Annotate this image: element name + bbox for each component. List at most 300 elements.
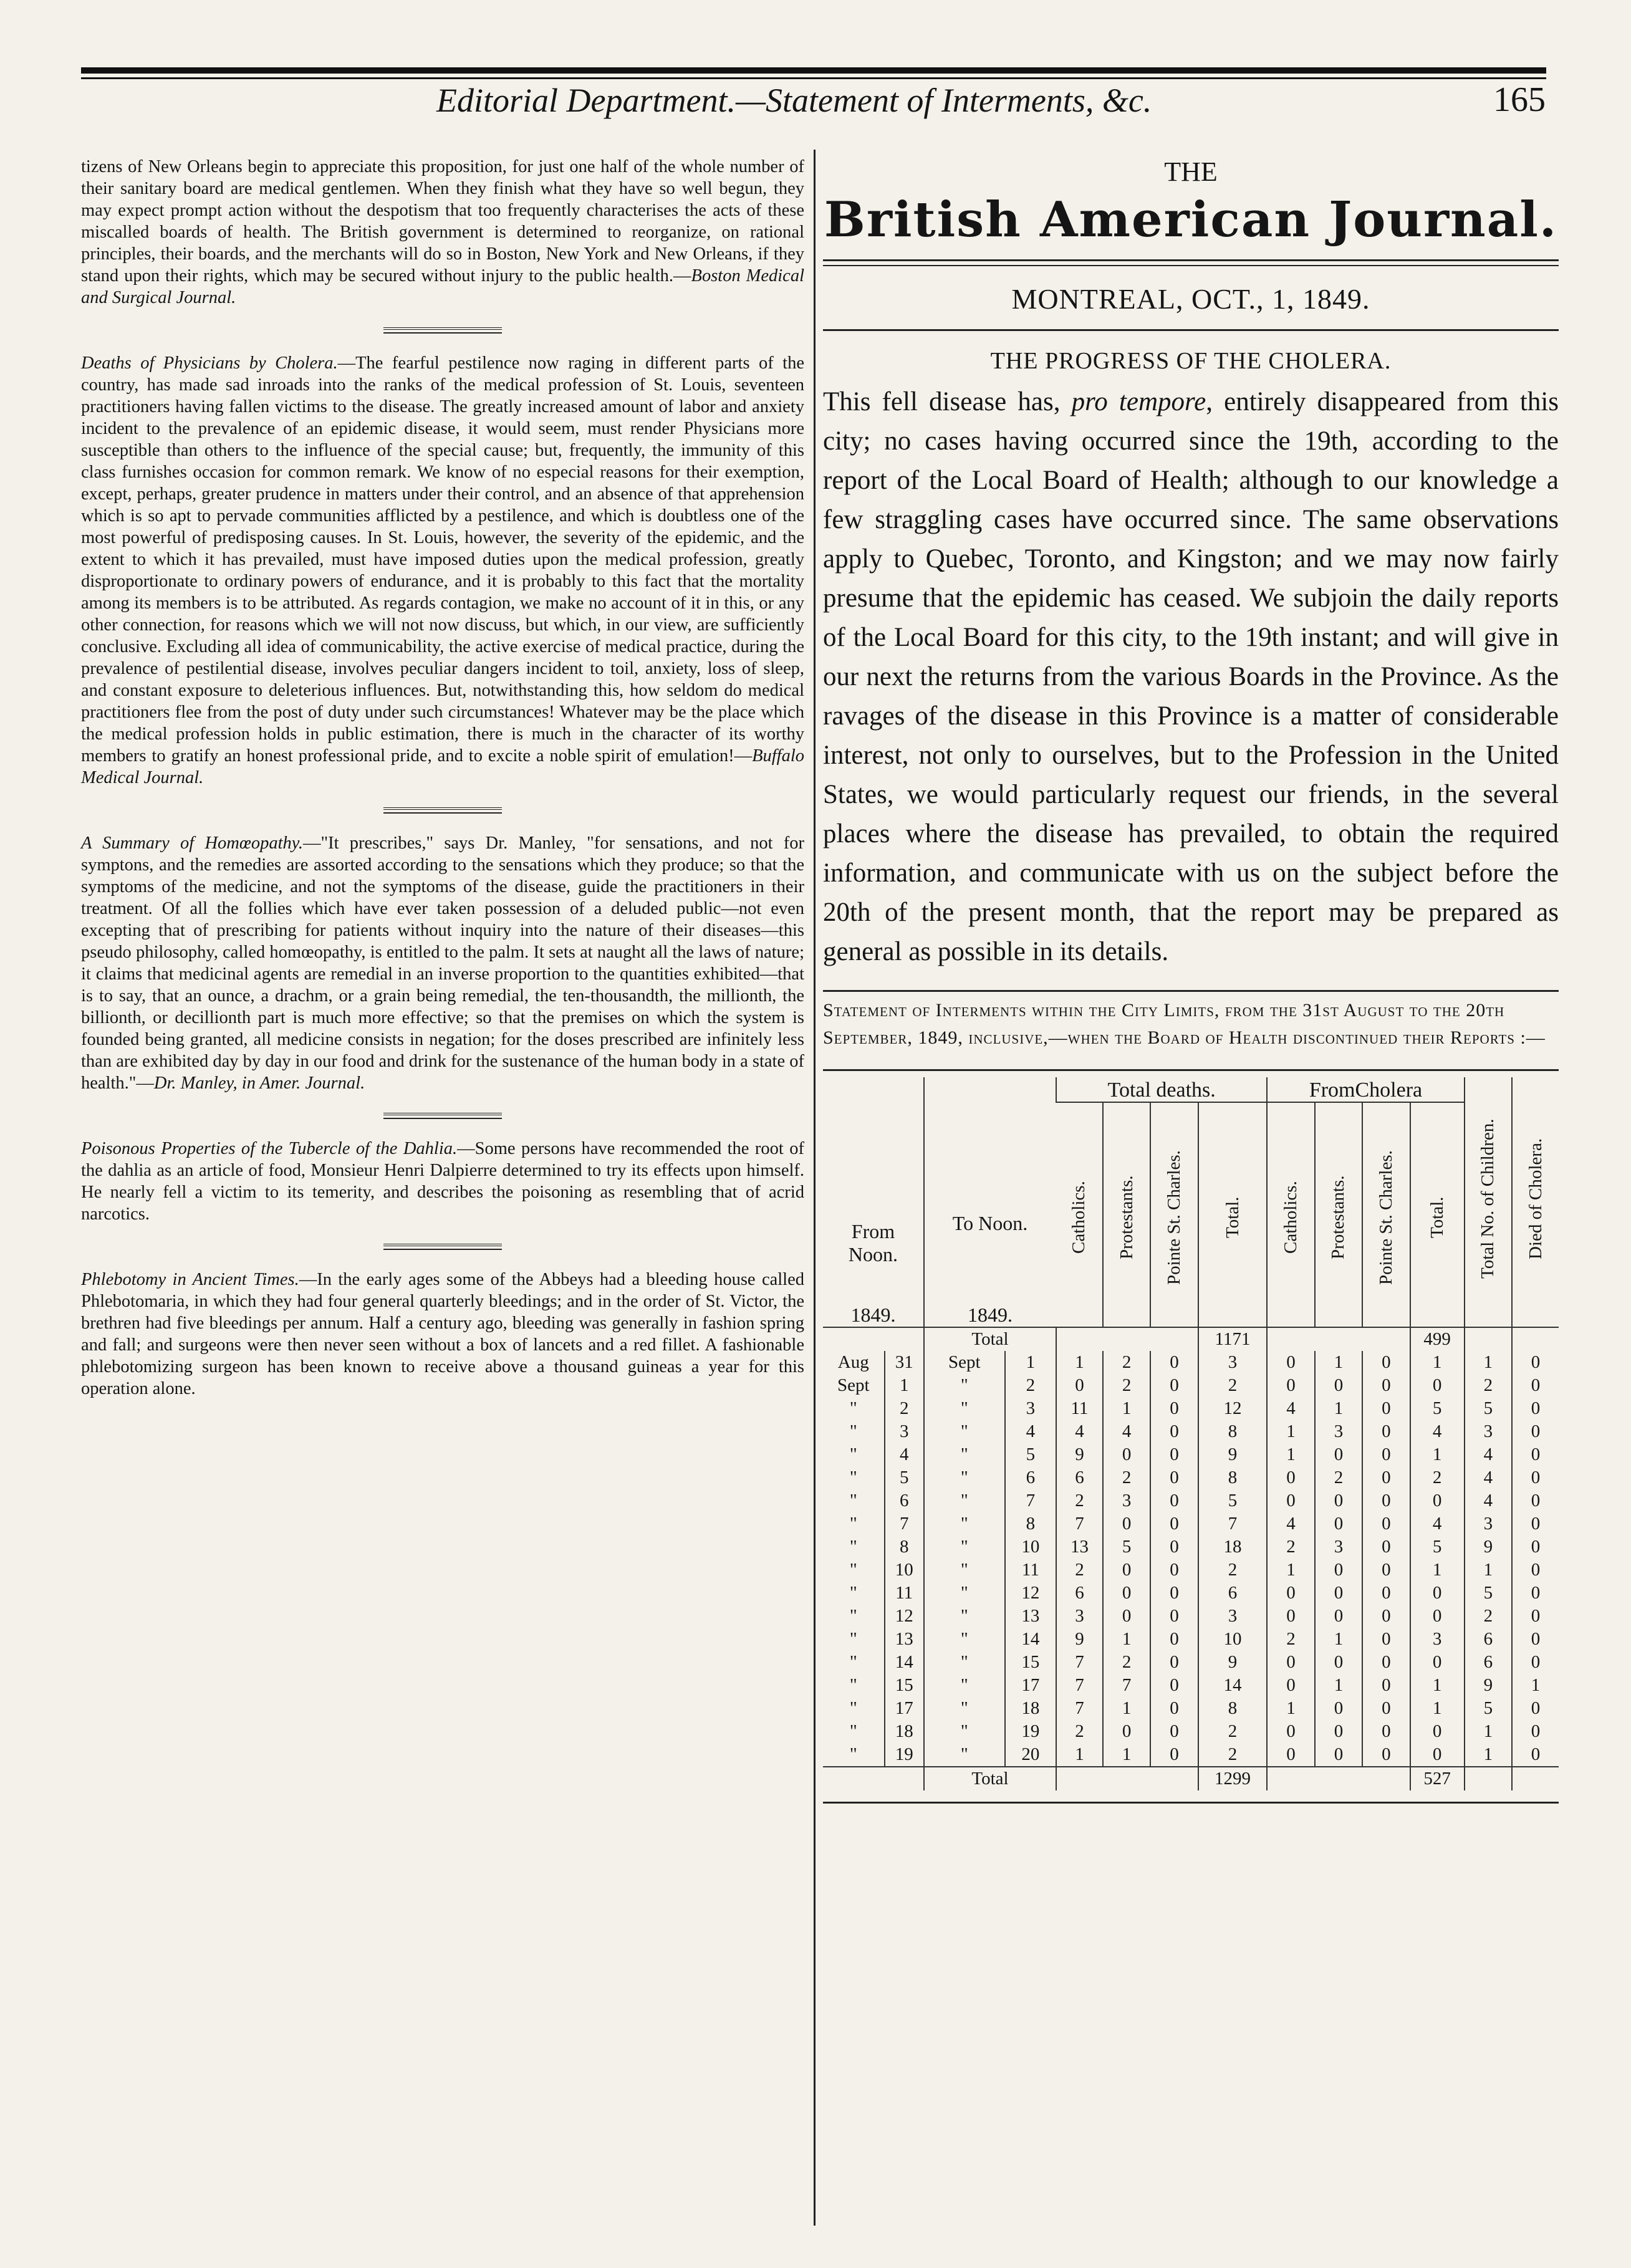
article-homoeopathy-text: —"It prescribes," says Dr. Manley, "for sensations, and not for symptons, and the remedies are assorted according to the sensations which they produce; so that the symptoms of the medicine, and not the symptoms of the disease, guide the practitioners in their treatment. Of all the follies which have ever taken possession of a deluded public—not even excepting that of prescribing for patients without inquiry into the nature of their diseases—this pseudo philosophy, called homœopathy, is entitled to the palm. It sets at naught all the laws of nature; it claims that medicinal agents are remedial in an inverse proportion to the quantities exhibited—that is to say, that an ounce, a drachm, or a grain being remedial, the ten-thousandth, the millionth, the billionth, or decillionth part is much more effective; so that the premises on which the system is founded being granted, all medicine consists in negation; for the doses prescribed are infinitely less than are exhibited day by day in our food and drink for the sustenance of the human body in a state of health."— [81, 834, 804, 1093]
table-cell-ch: 3 [1465, 1512, 1512, 1535]
table-cell-p: 2 [1103, 1651, 1150, 1674]
table-cell-cc: 1 [1267, 1697, 1314, 1720]
table-cell-ch: 2 [1465, 1374, 1512, 1397]
table-cell-cps: 0 [1362, 1443, 1410, 1466]
table-cell-cps: 0 [1362, 1466, 1410, 1489]
table-cell-fd: 13 [885, 1628, 924, 1651]
table-cell-fd: 10 [885, 1559, 924, 1582]
table-cell-td: 12 [1005, 1582, 1056, 1605]
header-year-from: 1849. [850, 1304, 896, 1326]
table-cell-cp: 0 [1315, 1443, 1362, 1466]
table-cell-dc: 0 [1512, 1720, 1559, 1743]
table-cell-cp: 0 [1315, 1489, 1362, 1512]
table-cell-c: 1 [1056, 1351, 1103, 1374]
table-cell-ps: 0 [1150, 1351, 1198, 1374]
final-total-label: Total [924, 1767, 1056, 1790]
table-cell-fd: 2 [885, 1397, 924, 1420]
dateline-rule [823, 329, 1559, 331]
article-cholera-b: , entirely disappeared from this city; no cases having occurred since the 19th, according to the report of the Local Board of Health; although to our knowledge a few straggling cases have occurred since. The same observations apply to Quebec, Toronto, and Kingston; and we may now fairly presume that the epidemic has ceased. We subjoin the daily reports of the Local Board for this city, to the 19th instant; and will give in our next the returns from the various Boards in the Province. As the ravages of the disease in this Province is a matter of considerable interest, not only to ourselves, but to the Profession in the United States, we would particularly request our friends, in the several places where the disease has prevailed, to obtain the required information, and communicate with us on the subject before the 20th of the present month, that the report may be prepared as general as possible in its details. [823, 387, 1559, 966]
table-cell-cc: 0 [1267, 1489, 1314, 1512]
table-cell-fm: " [849, 1583, 857, 1603]
table-cell-fm: " [849, 1537, 857, 1557]
table-row [823, 1397, 1559, 1420]
table-cell-cc: 0 [1267, 1466, 1314, 1489]
table-cell-p: 1 [1103, 1628, 1150, 1651]
header-cholera-total: Total. [1410, 1102, 1465, 1327]
table-cell-dc: 0 [1512, 1397, 1559, 1420]
table-cell-fd: 14 [885, 1651, 924, 1674]
statement-heading: Statement of Interments within the City Limits, from the 31st August to the 20th September, 1849, inclusive,—when the Board of Health discontinued their Reports :— [823, 1000, 1546, 1048]
carry-total-cholera: 499 [1410, 1327, 1465, 1351]
table-cell-fm: " [849, 1421, 857, 1441]
table-cell-ct: 0 [1410, 1605, 1465, 1628]
table-cell-ch: 6 [1465, 1651, 1512, 1674]
table-cell-tm: " [924, 1466, 1005, 1489]
table-cell-dc: 0 [1512, 1420, 1559, 1443]
table-cell-cc: 1 [1267, 1420, 1314, 1443]
final-total-cholera: 527 [1410, 1767, 1465, 1790]
heading-homoeopathy: A Summary of Homœopathy. [81, 834, 303, 853]
table-cell-cc: 2 [1267, 1535, 1314, 1559]
table-cell-tm: " [924, 1420, 1005, 1443]
source-manley: Dr. Manley, in Amer. Journal. [153, 1074, 365, 1093]
table-cell-ps: 0 [1150, 1535, 1198, 1559]
header-to-noon [924, 1077, 1056, 1327]
interments-table [823, 1077, 1559, 1790]
table-cell-fd: 6 [885, 1489, 924, 1512]
table-row [823, 1651, 1559, 1674]
header-cholera-catholics: Catholics. [1267, 1102, 1314, 1327]
carry-total-deaths: 1171 [1198, 1327, 1268, 1351]
separator [383, 1113, 502, 1119]
table-cell-td: 19 [1005, 1720, 1056, 1743]
table-cell-cps: 0 [1362, 1512, 1410, 1535]
header-catholics: Catholics. [1069, 1181, 1089, 1254]
table-cell-c: 9 [1056, 1628, 1103, 1651]
table-cell-ps: 0 [1150, 1605, 1198, 1628]
table-cell-dc: 0 [1512, 1651, 1559, 1674]
table-cell-cps: 0 [1362, 1420, 1410, 1443]
table-cell-dc: 0 [1512, 1628, 1559, 1651]
table-cell-td: 8 [1005, 1512, 1056, 1535]
table-cell-fd: 18 [885, 1720, 924, 1743]
table-cell-cp: 0 [1315, 1697, 1362, 1720]
header-from-label: From [851, 1220, 895, 1242]
table-cell-td: 20 [1005, 1743, 1056, 1767]
table-cell-ct: 0 [1410, 1489, 1465, 1512]
table-row [823, 1466, 1559, 1489]
table-cell-tm: " [924, 1628, 1005, 1651]
interments-table-wrap [823, 1069, 1559, 1804]
table-cell-fm: " [849, 1606, 857, 1626]
carry-total-label: Total [924, 1327, 1056, 1351]
table-cell-cc: 2 [1267, 1628, 1314, 1651]
table-cell-p: 0 [1103, 1512, 1150, 1535]
table-cell-t: 2 [1198, 1559, 1268, 1582]
table-cell-cc: 0 [1267, 1720, 1314, 1743]
table-cell-fd: 5 [885, 1466, 924, 1489]
table-cell-p: 1 [1103, 1397, 1150, 1420]
article-dahlia [81, 1138, 804, 1225]
table-cell-tm: " [924, 1559, 1005, 1582]
table-cell-ch: 1 [1465, 1720, 1512, 1743]
header-noon-label: Noon. [848, 1243, 898, 1266]
table-cell-cps: 0 [1362, 1674, 1410, 1697]
table-cell-cp: 0 [1315, 1559, 1362, 1582]
article-phlebotomy-text: —In the early ages some of the Abbeys had a bleeding house called Phlebotomaria, in which they had four general quarterly bleedings; and in the order of St. Victor, the brethren had five bleedings per annum. Half a century ago, bleeding was generally in fashion spring and fall; and surgeons were then never seen without a box of lancets and a red fillet. A fashionable phlebotomizing surgeon has been known to receive above a thousand guineas a year for this operation alone. [81, 1270, 805, 1398]
table-cell-ct: 0 [1410, 1651, 1465, 1674]
table-cell-cc: 1 [1267, 1559, 1314, 1582]
table-cell-cc: 0 [1267, 1651, 1314, 1674]
table-cell-ch: 5 [1465, 1397, 1512, 1420]
table-cell-ps: 0 [1150, 1466, 1198, 1489]
table-cell-c: 6 [1056, 1466, 1103, 1489]
table-cell-fm: " [849, 1514, 857, 1534]
table-cell-ct: 0 [1410, 1720, 1465, 1743]
table-cell-cp: 0 [1315, 1374, 1362, 1397]
table-cell-p: 0 [1103, 1605, 1150, 1628]
masthead-rule-thin [823, 265, 1559, 266]
table-cell-fm: Aug [837, 1352, 869, 1372]
table-cell-ct: 1 [1410, 1351, 1465, 1374]
table-cell-fd: 12 [885, 1605, 924, 1628]
table-cell-tm: " [924, 1720, 1005, 1743]
table-cell-tm: " [924, 1674, 1005, 1697]
table-cell-td: 4 [1005, 1420, 1056, 1443]
separator [383, 327, 502, 334]
table-cell-ps: 0 [1150, 1420, 1198, 1443]
table-cell-ct: 5 [1410, 1397, 1465, 1420]
table-cell-dc: 0 [1512, 1466, 1559, 1489]
table-cell-p: 1 [1103, 1697, 1150, 1720]
table-cell-dc: 0 [1512, 1559, 1559, 1582]
article-new-orleans [81, 156, 804, 309]
heading-dahlia: Poisonous Properties of the Tubercle of the Dahlia. [81, 1139, 458, 1158]
header-from-cholera: FromCholera [1267, 1077, 1464, 1102]
header-died-cholera: Died of Cholera. [1512, 1077, 1559, 1327]
table-cell-c: 2 [1056, 1489, 1103, 1512]
table-cell-fm: Sept [837, 1375, 870, 1395]
table-cell-t: 9 [1198, 1651, 1268, 1674]
table-cell-cps: 0 [1362, 1397, 1410, 1420]
table-cell-dc: 1 [1512, 1674, 1559, 1697]
article-physicians-text: —The fearful pestilence now raging in different parts of the country, has made sad inroads into the ranks of the medical profession of St. Louis, seventeen practitioners having fallen victims to the disease. The greatly increased amount of labor and anxiety incident to the prevalence of an epidemic disease, it would seem, must render Physicians more susceptible than others to the influence of the special cause; but, frequently, the immunity of this class furnishes occasion for common remark. We know of no especial reasons for their exemption, except, perhaps, greater prudence in matters under their control, and an absence of that apprehension which is so apt to pervade communities afflicted by a pestilence, and which is doubtless one of the most powerful of predisposing causes. In St. Louis, however, the severity of the epidemic, and the extent to which it has prevailed, must have imposed duties upon the medical profession, greatly disproportionate to ordinary powers of endurance, and it is probably to this fact that the mortality among its members is to be attributed. As regards contagion, we make no account of it in this, or any other connection, for reasons which we will not now discuss, but which, in our view, are sufficiently conclusive. Excluding all idea of communicability, the active exercise of medical practice, during the prevalence of pestilential disease, involves peculiar dangers incident to toil, anxiety, loss of sleep, and constant exposure to deleterious influences. But, notwithstanding this, how seldom do medical practitioners flee from the post of duty under such circumstances! Whatever may be the place which the medical profession holds in public estimation, there is much in the character of its worthy members to gratify an honest professional pride, and to excite a noble spirit of emulation!— [81, 353, 804, 766]
table-row [823, 1697, 1559, 1720]
table-cell-t: 14 [1198, 1674, 1268, 1697]
article-title-cholera: THE PROGRESS OF THE CHOLERA. [990, 348, 1392, 374]
table-cell-cc: 4 [1267, 1397, 1314, 1420]
masthead-the: THE [1164, 156, 1218, 187]
table-cell-cps: 0 [1362, 1743, 1410, 1767]
table-cell-ct: 0 [1410, 1374, 1465, 1397]
source-buffalo: Buffalo Medical Journal. [81, 746, 804, 787]
article-cholera-italic: pro tempore [1071, 387, 1206, 416]
table-cell-cp: 0 [1315, 1743, 1362, 1767]
table-cell-cp: 0 [1315, 1582, 1362, 1605]
table-cell-c: 2 [1056, 1559, 1103, 1582]
table-cell-ch: 4 [1465, 1466, 1512, 1489]
table-cell-ps: 0 [1150, 1397, 1198, 1420]
table-cell-t: 18 [1198, 1535, 1268, 1559]
table-cell-fd: 3 [885, 1420, 924, 1443]
table-cell-c: 1 [1056, 1743, 1103, 1767]
column-rule [814, 150, 816, 2226]
table-cell-ps: 0 [1150, 1743, 1198, 1767]
table-cell-dc: 0 [1512, 1489, 1559, 1512]
table-cell-ch: 4 [1465, 1443, 1512, 1466]
carry-total-row [823, 1327, 1559, 1351]
table-cell-ct: 5 [1410, 1535, 1465, 1559]
table-cell-ps: 0 [1150, 1720, 1198, 1743]
table-cell-fm: " [849, 1675, 857, 1695]
table-cell-ps: 0 [1150, 1651, 1198, 1674]
table-cell-ct: 3 [1410, 1628, 1465, 1651]
table-row [823, 1512, 1559, 1535]
table-cell-ch: 2 [1465, 1605, 1512, 1628]
table-cell-ps: 0 [1150, 1697, 1198, 1720]
table-cell-c: 0 [1056, 1374, 1103, 1397]
table-cell-ct: 0 [1410, 1582, 1465, 1605]
table-cell-t: 8 [1198, 1697, 1268, 1720]
table-row [823, 1559, 1559, 1582]
table-cell-dc: 0 [1512, 1351, 1559, 1374]
table-cell-dc: 0 [1512, 1535, 1559, 1559]
table-cell-dc: 0 [1512, 1374, 1559, 1397]
table-cell-tm: " [924, 1443, 1005, 1466]
table-cell-td: 1 [1005, 1351, 1056, 1374]
table-cell-ch: 9 [1465, 1674, 1512, 1697]
table-cell-fd: 11 [885, 1582, 924, 1605]
table-cell-cp: 0 [1315, 1720, 1362, 1743]
table-cell-ch: 1 [1465, 1559, 1512, 1582]
table-cell-cp: 1 [1315, 1628, 1362, 1651]
table-cell-ps: 0 [1150, 1489, 1198, 1512]
table-cell-ct: 1 [1410, 1674, 1465, 1697]
source-boston: Boston Medical and Surgical Journal. [81, 266, 805, 307]
table-cell-t: 2 [1198, 1720, 1268, 1743]
table-cell-fd: 7 [885, 1512, 924, 1535]
heading-physicians-cholera: Deaths of Physicians by Cholera. [81, 353, 338, 373]
table-cell-p: 0 [1103, 1559, 1150, 1582]
table-bottom-rule [823, 1802, 1559, 1804]
table-cell-fm: " [849, 1491, 857, 1511]
table-cell-cps: 0 [1362, 1535, 1410, 1559]
table-cell-fm: " [849, 1652, 857, 1672]
table-cell-dc: 0 [1512, 1743, 1559, 1767]
table-cell-dc: 0 [1512, 1512, 1559, 1535]
table-cell-cp: 1 [1315, 1351, 1362, 1374]
table-cell-fm: " [849, 1468, 857, 1487]
table-cell-ps: 0 [1150, 1674, 1198, 1697]
table-row [823, 1420, 1559, 1443]
table-row [823, 1628, 1559, 1651]
table-cell-tm: " [924, 1605, 1005, 1628]
table-cell-ps: 0 [1150, 1443, 1198, 1466]
header-total: Total. [1198, 1102, 1268, 1327]
article-new-orleans-text: tizens of New Orleans begin to appreciate this proposition, for just one half of the whole number of their sanitary board are medical gentlemen. When they finish what they have so well begun, they may expect prompt action without the despotism that too frequently characterises the acts of these miscalled boards of health. The British government is determined to reorganize, on rational principles, their boards, and the merchants will do so in Boston, New York and New Orleans, if they stand upon their rights, which may be secured without injury to the public health.— [81, 157, 804, 286]
header-cholera-pointe: Pointe St. Charles. [1362, 1102, 1410, 1327]
separator [383, 1244, 502, 1250]
header-protestants: Protestants. [1103, 1102, 1150, 1327]
masthead-journal-name: British American Journal. [824, 191, 1558, 248]
table-cell-fm: " [849, 1398, 857, 1418]
table-cell-ps: 0 [1150, 1582, 1198, 1605]
table-cell-ch: 4 [1465, 1489, 1512, 1512]
table-cell-cc: 0 [1267, 1582, 1314, 1605]
top-rule-thin [81, 77, 1546, 79]
article-dahlia-text: —Some persons have recommended the root of the dahlia as an article of food, Monsieur Henri Dalpierre determined to try its effects upon himself. He nearly fell a victim to its temerity, and describes the poisoning as resembling that of acrid narcotics. [81, 1139, 805, 1224]
table-cell-cp: 3 [1315, 1535, 1362, 1559]
table-cell-fm: " [849, 1698, 857, 1718]
article-physicians-cholera [81, 352, 804, 789]
table-cell-t: 7 [1198, 1512, 1268, 1535]
table-cell-tm: " [924, 1489, 1005, 1512]
table-cell-c: 3 [1056, 1605, 1103, 1628]
table-cell-dc: 0 [1512, 1605, 1559, 1628]
table-cell-c: 7 [1056, 1651, 1103, 1674]
table-cell-t: 9 [1198, 1443, 1268, 1466]
table-cell-c: 7 [1056, 1697, 1103, 1720]
table-row [823, 1374, 1559, 1397]
table-cell-c: 4 [1056, 1420, 1103, 1443]
header-from [823, 1077, 924, 1327]
table-cell-cps: 0 [1362, 1582, 1410, 1605]
table-cell-t: 8 [1198, 1466, 1268, 1489]
table-cell-ct: 0 [1410, 1743, 1465, 1767]
table-cell-td: 13 [1005, 1605, 1056, 1628]
table-cell-cc: 1 [1267, 1443, 1314, 1466]
table-cell-cp: 0 [1315, 1512, 1362, 1535]
table-row [823, 1535, 1559, 1559]
table-cell-tm: " [924, 1374, 1005, 1397]
heading-phlebotomy: Phlebotomy in Ancient Times. [81, 1270, 299, 1289]
article-homoeopathy [81, 832, 804, 1094]
table-cell-ch: 1 [1465, 1743, 1512, 1767]
table-cell-fd: 15 [885, 1674, 924, 1697]
table-cell-cp: 0 [1315, 1605, 1362, 1628]
table-cell-cc: 0 [1267, 1605, 1314, 1628]
header-pointe: Pointe St. Charles. [1150, 1102, 1198, 1327]
table-cell-ch: 1 [1465, 1351, 1512, 1374]
table-cell-td: 15 [1005, 1651, 1056, 1674]
table-cell-cps: 0 [1362, 1697, 1410, 1720]
table-cell-tm: " [924, 1512, 1005, 1535]
table-cell-cp: 3 [1315, 1420, 1362, 1443]
table-cell-p: 3 [1103, 1489, 1150, 1512]
table-row [823, 1582, 1559, 1605]
statement-rule [823, 990, 1559, 992]
table-cell-ch: 5 [1465, 1582, 1512, 1605]
table-cell-cps: 0 [1362, 1605, 1410, 1628]
table-cell-tm: Sept [924, 1351, 1005, 1374]
table-cell-cps: 0 [1362, 1374, 1410, 1397]
table-cell-t: 12 [1198, 1397, 1268, 1420]
masthead-rule [823, 259, 1559, 261]
table-cell-fm: " [849, 1629, 857, 1649]
table-cell-p: 0 [1103, 1443, 1150, 1466]
table-cell-fm: " [849, 1560, 857, 1580]
table-cell-cp: 1 [1315, 1674, 1362, 1697]
table-cell-p: 2 [1103, 1374, 1150, 1397]
table-cell-p: 0 [1103, 1720, 1150, 1743]
table-cell-cps: 0 [1362, 1720, 1410, 1743]
table-cell-ct: 4 [1410, 1420, 1465, 1443]
table-row [823, 1720, 1559, 1743]
table-row [823, 1489, 1559, 1512]
page-number: 165 [1493, 80, 1546, 119]
table-cell-fd: 8 [885, 1535, 924, 1559]
table-cell-td: 14 [1005, 1628, 1056, 1651]
table-cell-ch: 3 [1465, 1420, 1512, 1443]
table-cell-cp: 1 [1315, 1397, 1362, 1420]
table-cell-t: 2 [1198, 1374, 1268, 1397]
table-cell-fd: 4 [885, 1443, 924, 1466]
table-row [823, 1605, 1559, 1628]
table-cell-p: 5 [1103, 1535, 1150, 1559]
table-cell-td: 3 [1005, 1397, 1056, 1420]
table-cell-p: 0 [1103, 1582, 1150, 1605]
table-cell-c: 11 [1056, 1397, 1103, 1420]
table-cell-ct: 1 [1410, 1697, 1465, 1720]
table-cell-c: 2 [1056, 1720, 1103, 1743]
article-cholera-a: This fell disease has, [823, 387, 1072, 416]
table-cell-fd: 17 [885, 1697, 924, 1720]
table-cell-c: 6 [1056, 1582, 1103, 1605]
final-total-deaths: 1299 [1198, 1767, 1268, 1790]
header-children: Total No. of Children. [1465, 1077, 1512, 1327]
table-cell-cps: 0 [1362, 1651, 1410, 1674]
table-cell-fm: " [849, 1721, 857, 1741]
right-column [823, 150, 1559, 1804]
table-cell-tm: " [924, 1651, 1005, 1674]
table-cell-ps: 0 [1150, 1628, 1198, 1651]
table-cell-ct: 2 [1410, 1466, 1465, 1489]
table-cell-ct: 4 [1410, 1512, 1465, 1535]
table-cell-cc: 0 [1267, 1743, 1314, 1767]
table-cell-cps: 0 [1362, 1628, 1410, 1651]
table-cell-t: 10 [1198, 1628, 1268, 1651]
table-cell-cps: 0 [1362, 1351, 1410, 1374]
running-head: Editorial Department.—Statement of Interments, &c. [436, 82, 1152, 119]
table-cell-c: 9 [1056, 1443, 1103, 1466]
table-cell-tm: " [924, 1535, 1005, 1559]
table-cell-ps: 0 [1150, 1559, 1198, 1582]
table-cell-ch: 6 [1465, 1628, 1512, 1651]
top-rule [81, 67, 1546, 74]
table-cell-td: 5 [1005, 1443, 1056, 1466]
table-cell-td: 2 [1005, 1374, 1056, 1397]
table-cell-td: 11 [1005, 1559, 1056, 1582]
article-cholera-body [823, 382, 1559, 971]
table-cell-dc: 0 [1512, 1697, 1559, 1720]
table-cell-cps: 0 [1362, 1489, 1410, 1512]
table-cell-fd: 19 [885, 1743, 924, 1767]
table-cell-ct: 1 [1410, 1443, 1465, 1466]
table-cell-tm: " [924, 1697, 1005, 1720]
header-to-noon-label: To Noon. [952, 1212, 1028, 1234]
table-cell-dc: 0 [1512, 1582, 1559, 1605]
left-column [81, 156, 804, 1400]
table-cell-t: 8 [1198, 1420, 1268, 1443]
table-cell-c: 13 [1056, 1535, 1103, 1559]
table-cell-cps: 0 [1362, 1559, 1410, 1582]
dateline: MONTREAL, OCT., 1, 1849. [1011, 283, 1370, 315]
table-cell-cc: 4 [1267, 1512, 1314, 1535]
table-cell-ch: 9 [1465, 1535, 1512, 1559]
table-cell-p: 7 [1103, 1674, 1150, 1697]
table-cell-fm: " [849, 1744, 857, 1764]
table-cell-ct: 1 [1410, 1559, 1465, 1582]
